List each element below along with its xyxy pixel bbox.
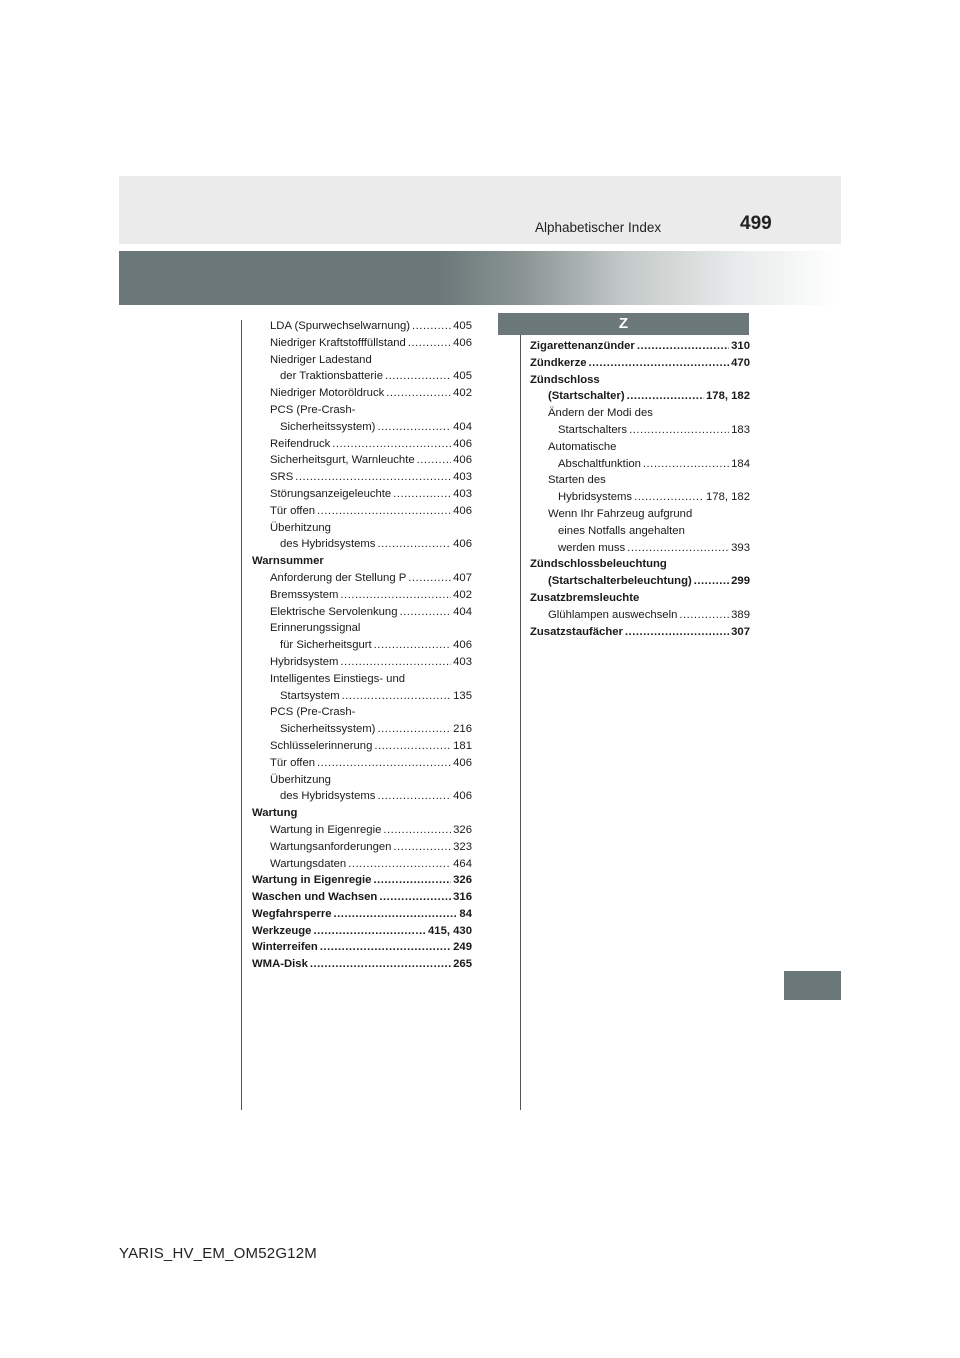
index-entry-term: Ändern der Modi des — [548, 407, 653, 420]
index-entry — [252, 352, 472, 369]
dot-leader — [408, 570, 451, 587]
dot-leader — [340, 587, 451, 604]
header-gradient-bar — [119, 251, 841, 305]
index-entry-term: Reifendruck — [270, 437, 331, 450]
index-entry — [530, 489, 750, 506]
index-entry-term: Intelligentes Einstiegs- und — [270, 672, 406, 685]
index-entry — [252, 755, 472, 772]
index-entry — [252, 671, 472, 688]
index-column-left — [252, 318, 472, 973]
dot-leader — [334, 906, 458, 923]
index-entry — [252, 335, 472, 352]
index-entry-term: Glühlampen auswechseln — [548, 608, 678, 621]
index-entry — [252, 318, 472, 335]
dot-leader — [393, 839, 451, 856]
index-entry-term: Zigarettenanzünder — [530, 340, 635, 352]
dot-leader — [374, 738, 451, 755]
index-entry — [530, 439, 750, 456]
index-entry-page[interactable]: 307 — [731, 625, 750, 638]
dot-leader — [408, 335, 451, 352]
index-entry-term: (Startschalterbeleuchtung) — [548, 575, 692, 588]
dot-leader — [625, 624, 729, 641]
index-entry-term: PCS (Pre-Crash- — [270, 706, 356, 719]
column-divider-left — [241, 320, 242, 1110]
index-entry-term: Hybridsystems — [558, 491, 633, 504]
index-entry — [530, 456, 750, 473]
index-entry — [530, 372, 750, 389]
index-entry — [530, 624, 750, 641]
dot-leader — [627, 388, 704, 405]
index-entry — [252, 822, 472, 839]
index-entry-page[interactable]: 178, 182 — [706, 390, 750, 403]
dot-leader — [313, 923, 426, 940]
index-entry — [252, 469, 472, 486]
dot-leader — [379, 889, 451, 906]
index-entry-term: Überhitzung — [270, 773, 331, 786]
index-entry-page[interactable]: 405 — [453, 370, 472, 383]
dot-leader — [310, 956, 451, 973]
index-entry — [252, 368, 472, 385]
dot-leader — [377, 536, 451, 553]
page-number: 499 — [740, 213, 772, 234]
dot-leader — [377, 419, 451, 436]
index-entry-term: Niedriger Kraftstofffüllstand — [270, 336, 406, 349]
index-entry — [530, 540, 750, 557]
dot-leader — [332, 436, 451, 453]
index-entry — [530, 506, 750, 523]
index-entry-page[interactable]: 183 — [731, 423, 750, 436]
index-entry-term: Starten des — [548, 474, 606, 487]
dot-leader — [637, 338, 729, 355]
index-entry-page[interactable]: 406 — [453, 756, 472, 769]
index-entry-page[interactable]: 323 — [453, 840, 472, 853]
index-entry — [252, 856, 472, 873]
index-entry — [530, 573, 750, 590]
index-entry-term: für Sicherheitsgurt — [280, 639, 372, 652]
index-entry-term: Winterreifen — [252, 941, 318, 954]
dot-leader — [295, 469, 451, 486]
index-entry-page[interactable]: 406 — [453, 504, 472, 517]
index-entry-term: Startsystem — [280, 689, 340, 702]
index-entry — [252, 839, 472, 856]
dot-leader — [634, 489, 704, 506]
index-entry-term: Wartung in Eigenregie — [270, 823, 382, 836]
index-entry-term: SRS — [270, 471, 294, 484]
dot-leader — [679, 607, 729, 624]
dot-leader — [320, 939, 451, 956]
dot-leader — [385, 368, 451, 385]
index-entry-page[interactable]: 389 — [731, 608, 750, 621]
index-entry-term: Sicherheitssystem) — [280, 723, 376, 736]
index-entry-page[interactable]: 406 — [453, 336, 472, 349]
dot-leader — [340, 654, 451, 671]
index-entry — [252, 906, 472, 923]
index-entry-term: Wartung — [252, 807, 298, 820]
index-entry-page[interactable]: 310 — [731, 340, 750, 352]
index-entry — [530, 422, 750, 439]
index-entry-page[interactable]: 326 — [453, 874, 472, 887]
index-entry-term: Wartung in Eigenregie — [252, 874, 372, 887]
dot-leader — [383, 822, 451, 839]
dot-leader — [386, 385, 451, 402]
index-entry-page[interactable]: 249 — [453, 941, 472, 954]
index-entry-term: Tür offen — [270, 504, 316, 517]
index-entry-page[interactable]: 326 — [453, 823, 472, 836]
index-entry-page[interactable]: 403 — [453, 471, 472, 484]
index-entry-page[interactable]: 415, 430 — [428, 924, 472, 937]
index-entry-term: (Startschalter) — [548, 390, 625, 403]
index-entry-term: Störungsanzeigeleuchte — [270, 487, 392, 500]
index-entry — [252, 772, 472, 789]
dot-leader — [399, 604, 451, 621]
index-entry — [252, 503, 472, 520]
index-letter-heading: Z — [498, 313, 749, 335]
index-entry — [252, 486, 472, 503]
index-entry-term: Hybridsystem — [270, 655, 339, 668]
index-entry-term: Sicherheitssystem) — [280, 420, 376, 433]
column-divider-right — [520, 320, 521, 1110]
index-entry-page[interactable]: 135 — [453, 689, 472, 702]
index-entry-page[interactable]: 403 — [453, 655, 472, 668]
index-entry-term: Startschalters — [558, 423, 628, 436]
index-entry — [530, 355, 750, 372]
index-entry-term: Zusatzbremsleuchte — [530, 591, 640, 604]
index-entry — [252, 452, 472, 469]
index-entry — [252, 805, 472, 822]
index-entry-term: Wartungsdaten — [270, 857, 347, 870]
index-entry-page[interactable]: 406 — [453, 639, 472, 652]
index-entry — [252, 688, 472, 705]
index-entry — [252, 604, 472, 621]
index-column-right — [530, 338, 750, 640]
index-entry — [530, 388, 750, 405]
index-entry-term: Bremssystem — [270, 588, 339, 601]
index-entry-term: Niedriger Motoröldruck — [270, 387, 385, 400]
index-entry-term: Zündschloss — [530, 373, 600, 386]
index-entry-term: Warnsummer — [252, 555, 324, 568]
index-entry — [530, 523, 750, 540]
index-entry — [530, 338, 750, 355]
index-entry — [252, 385, 472, 402]
index-entry-page[interactable]: 404 — [453, 420, 472, 433]
index-entry-term: WMA-Disk — [252, 958, 308, 971]
index-entry-page[interactable]: 406 — [453, 538, 472, 551]
index-entry — [530, 607, 750, 624]
index-entry — [530, 590, 750, 607]
index-entry — [252, 788, 472, 805]
dot-leader — [643, 456, 729, 473]
index-entry-page[interactable]: 403 — [453, 487, 472, 500]
index-entry-term: Zündkerze — [530, 356, 587, 369]
index-entry — [252, 536, 472, 553]
index-entry-term: Niedriger Ladestand — [270, 353, 372, 366]
dot-leader — [342, 688, 452, 705]
index-entry — [252, 654, 472, 671]
index-entry-term: Wegfahrsperre — [252, 907, 332, 920]
index-entry — [252, 872, 472, 889]
index-entry — [530, 472, 750, 489]
index-entry — [252, 956, 472, 973]
index-entry — [252, 587, 472, 604]
index-entry — [252, 704, 472, 721]
index-entry-page[interactable]: 464 — [453, 857, 472, 870]
index-entry-term: Abschaltfunktion — [558, 457, 641, 470]
index-entry-page[interactable]: 406 — [453, 454, 472, 467]
index-entry-page[interactable]: 407 — [453, 571, 472, 584]
index-entry-page[interactable]: 84 — [459, 907, 472, 920]
index-entry-term: Waschen und Wachsen — [252, 891, 378, 904]
dot-leader — [627, 540, 729, 557]
index-entry — [252, 553, 472, 570]
index-entry-term: Elektrische Servolenkung — [270, 605, 398, 618]
dot-leader — [589, 355, 730, 372]
index-entry-term: Erinnerungssignal — [270, 622, 361, 635]
section-title: Alphabetischer Index — [535, 220, 662, 235]
index-entry-page[interactable]: 184 — [731, 457, 750, 470]
index-entry-term: Wartungsanforderungen — [270, 840, 392, 853]
index-entry — [252, 939, 472, 956]
dot-leader — [317, 503, 451, 520]
header-band — [119, 176, 841, 244]
index-entry-term: Überhitzung — [270, 521, 331, 534]
dot-leader — [412, 318, 451, 335]
index-entry-page[interactable]: 393 — [731, 541, 750, 554]
dot-leader — [373, 872, 451, 889]
index-entry — [252, 889, 472, 906]
index-entry — [530, 556, 750, 573]
index-entry — [252, 721, 472, 738]
index-entry-term: Anforderung der Stellung P — [270, 571, 407, 584]
index-entry-term: des Hybridsystems — [280, 790, 376, 803]
index-entry-page[interactable]: 404 — [453, 605, 472, 618]
index-entry-page[interactable]: 265 — [453, 958, 472, 971]
index-entry-page[interactable]: 470 — [731, 356, 750, 369]
index-entry-term: PCS (Pre-Crash- — [270, 403, 356, 416]
index-entry-page[interactable]: 405 — [453, 320, 472, 332]
dot-leader — [377, 788, 451, 805]
index-entry — [252, 570, 472, 587]
index-entry — [252, 738, 472, 755]
index-entry-term: Zündschlossbeleuchtung — [530, 558, 667, 571]
index-entry — [252, 419, 472, 436]
index-entry — [530, 405, 750, 422]
index-entry-term: Sicherheitsgurt, Warnleuchte — [270, 454, 415, 467]
index-entry-page[interactable]: 216 — [453, 723, 472, 736]
index-entry-page[interactable]: 406 — [453, 790, 472, 803]
index-entry-page[interactable]: 402 — [453, 588, 472, 601]
index-entry-term: Schlüsselerinnerung — [270, 739, 373, 752]
index-entry — [252, 620, 472, 637]
index-entry-term: Werkzeuge — [252, 924, 312, 937]
section-side-tab — [784, 971, 841, 1000]
index-entry — [252, 402, 472, 419]
index-entry-page[interactable]: 402 — [453, 387, 472, 400]
index-entry-term: eines Notfalls angehalten — [558, 524, 685, 537]
dot-leader — [694, 573, 729, 590]
index-entry-term: der Traktionsbatterie — [280, 370, 383, 383]
dot-leader — [348, 856, 451, 873]
dot-leader — [317, 755, 451, 772]
index-entry — [252, 923, 472, 940]
index-entry-page[interactable]: 316 — [453, 891, 472, 904]
index-entry-page[interactable]: 299 — [731, 575, 750, 588]
dot-leader — [374, 637, 451, 654]
dot-leader — [629, 422, 729, 439]
index-entry — [252, 436, 472, 453]
document-code: YARIS_HV_EM_OM52G12M — [119, 1245, 317, 1262]
index-entry-page[interactable]: 406 — [453, 437, 472, 450]
dot-leader — [417, 452, 452, 469]
index-entry — [252, 637, 472, 654]
index-entry-term: Tür offen — [270, 756, 316, 769]
index-entry-term: Wenn Ihr Fahrzeug aufgrund — [548, 507, 693, 520]
index-entry-term: des Hybridsystems — [280, 538, 376, 551]
index-entry-term: werden muss — [558, 541, 626, 554]
index-entry — [252, 520, 472, 537]
index-entry-page[interactable]: 178, 182 — [706, 491, 750, 504]
index-entry-term: Automatische — [548, 440, 617, 453]
index-entry-page[interactable]: 181 — [453, 739, 472, 752]
index-entry-term: Zusatzstaufächer — [530, 625, 623, 638]
dot-leader — [393, 486, 451, 503]
dot-leader — [377, 721, 451, 738]
index-entry-term: LDA (Spurwechselwarnung) — [270, 320, 411, 332]
